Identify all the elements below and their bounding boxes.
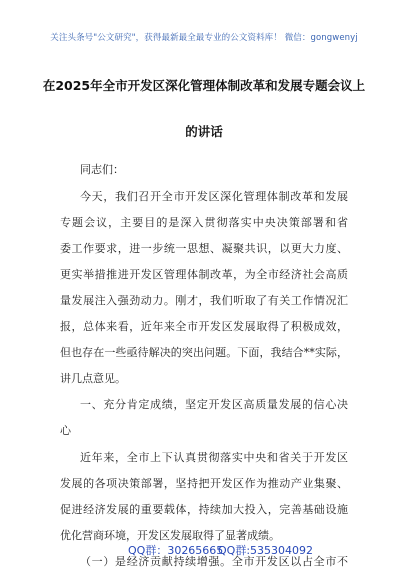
paragraph-line: 但也存在一些亟待解决的突出问题。下面，我结合**实际，: [60, 346, 348, 359]
paragraph-line: 委工作要求，进一步统一思想、凝聚共识，以更大力度、: [60, 242, 348, 255]
paragraph-line: （一）是经济贡献持续增强。全市开发区以占全市不: [80, 555, 348, 568]
qq-group-left: QQ群：30265665: [128, 544, 224, 557]
paragraph-line: 近年来，全市上下认真贯彻落实中央和省关于开发区: [80, 451, 348, 464]
document-title-line-1: 在2025年全市开发区深化管理体制改革和发展专题会议上: [42, 78, 366, 93]
salutation: 同志们：: [80, 163, 124, 176]
paragraph-line: 更实举措推进开发区管理体制改革，为全市经济社会高质: [60, 268, 348, 281]
qq-group-right: QQ群:535304092: [218, 544, 314, 557]
paragraph-line: 讲几点意见。: [60, 372, 126, 385]
document-title-line-2: 的讲话: [185, 124, 223, 139]
paragraph-line: 量发展注入强劲动力。刚才，我们听取了有关工作情况汇: [60, 294, 348, 307]
paragraph-line: 报，总体来看，近年来全市开发区发展取得了积极成效，: [60, 320, 348, 333]
paragraph-line: 优化营商环境，开发区发展取得了显著成绩。: [60, 529, 280, 542]
paragraph-line: 发展的各项决策部署，坚持把开发区作为推动产业集聚、: [60, 477, 348, 490]
paragraph-line: 专题会议，主要目的是深入贯彻落实中央决策部署和省: [60, 216, 348, 229]
paragraph-line: 今天，我们召开全市开发区深化管理体制改革和发展: [80, 190, 348, 203]
paragraph-line: 促进经济发展的重要载体，持续加大投入，完善基础设施: [60, 503, 348, 516]
header-note: 关注头条号"公文研究"，获得最新最全最专业的公文资料库！ 微信：gongwenyj: [50, 33, 358, 43]
section-heading-1-cont: 心: [60, 424, 71, 437]
section-heading-1: 一、充分肯定成绩，坚定开发区高质量发展的信心决: [80, 398, 348, 411]
